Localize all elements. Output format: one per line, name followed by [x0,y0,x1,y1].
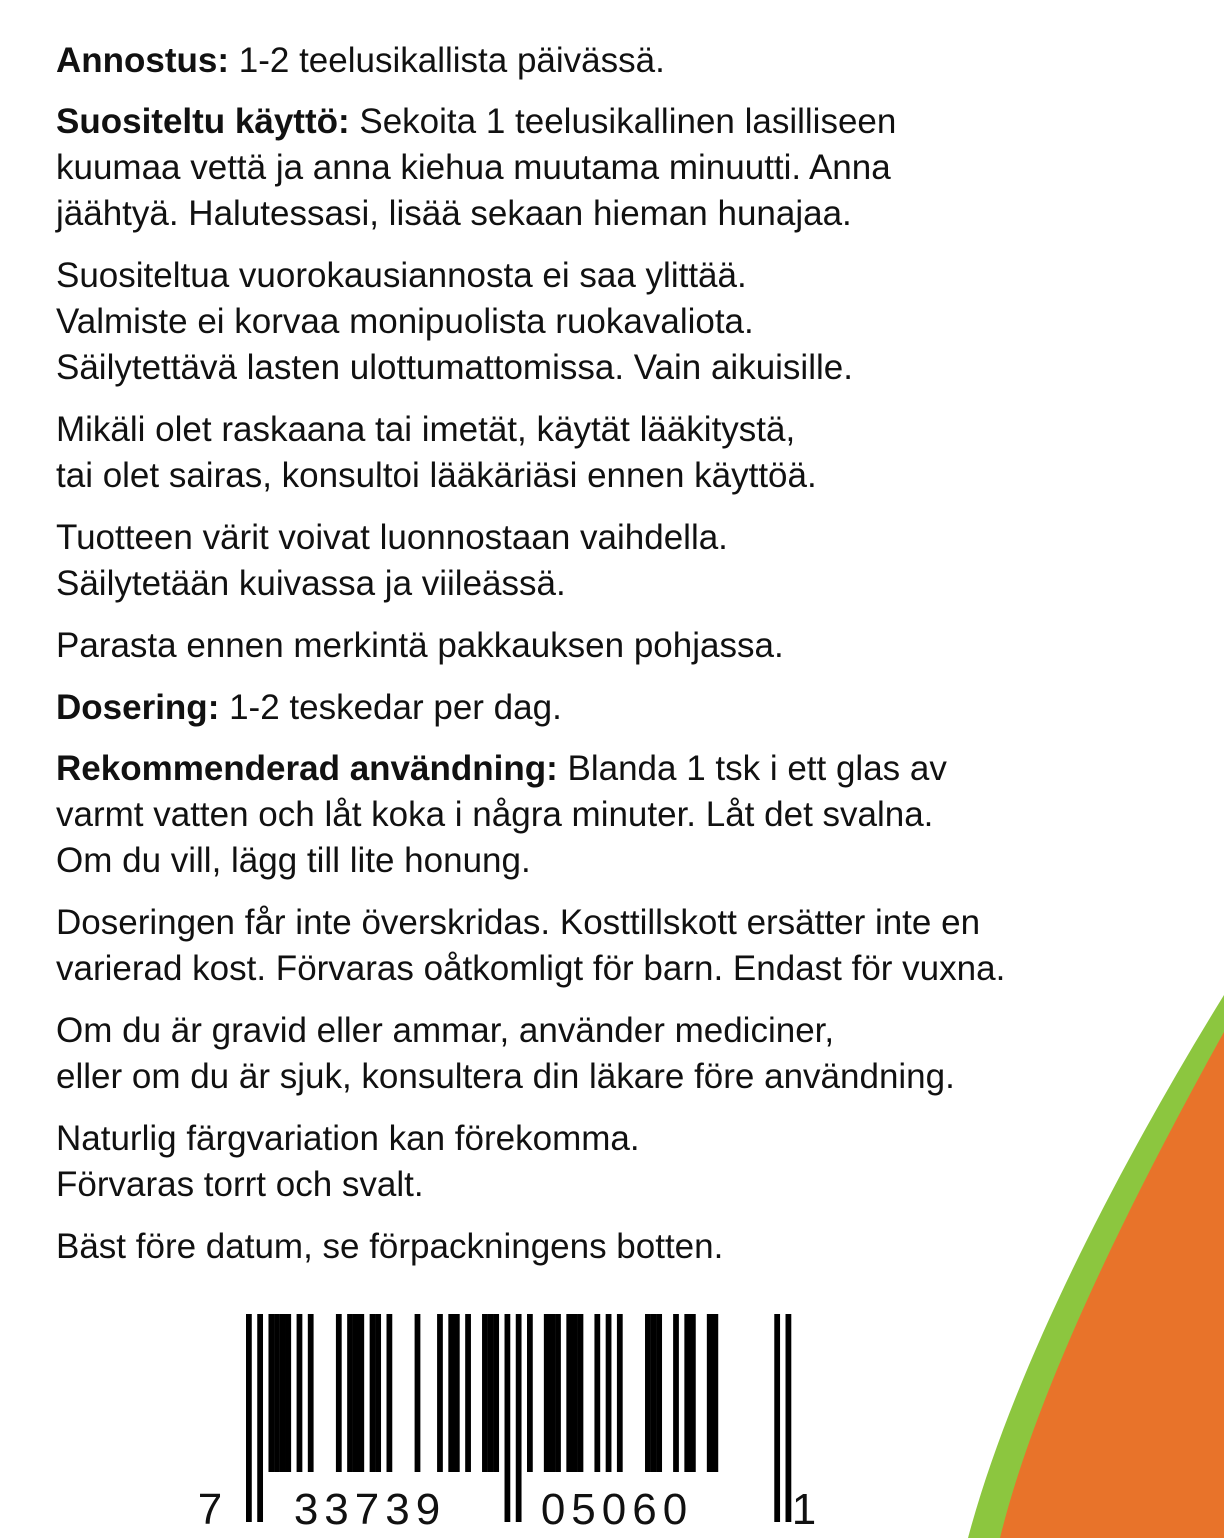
barcode-bar [617,1314,623,1472]
sv-storage-line: Förvaras torrt och svalt. [56,1165,424,1204]
sv-dosage-text: 1-2 teskedar per dag. [219,688,562,727]
barcode-bar [578,1314,584,1472]
fi-usage-label: Suositeltu käyttö: [56,102,350,141]
fi-pregnancy [56,407,1206,499]
sv-dosage-label: Dosering: [56,688,220,727]
barcode-check-digit: 1 [791,1485,817,1532]
barcode-bar [448,1314,454,1472]
barcode-bar [454,1314,460,1472]
fi-usage-line1: Sekoita 1 teelusikallinen lasilliseen [349,102,897,141]
fi-warnings [56,253,1206,391]
fi-usage-line2: kuumaa vettä ja anna kiehua muutama minuutti. Anna [56,148,891,187]
barcode-bar [353,1314,359,1472]
barcode-bar [544,1314,550,1472]
sv-dosage [56,685,1206,731]
barcode-bar [493,1314,499,1472]
fi-pregnancy-line: Mikäli olet raskaana tai imetät, käytät lääkitystä, [56,410,796,449]
barcode-bar [246,1314,252,1522]
barcode-bar [370,1314,376,1472]
sv-pregnancy [56,1008,1206,1100]
barcode [196,1312,826,1532]
barcode-bar [516,1314,522,1522]
barcode-bar [555,1314,561,1472]
barcode-bar [527,1314,533,1472]
barcode-bar [375,1314,381,1472]
fi-usage [56,99,1206,237]
barcode-bar [651,1314,657,1472]
sv-warnings [56,900,1206,992]
barcode-bar [505,1314,511,1522]
barcode-left-group: 33739 [293,1485,447,1532]
sv-usage-line3: Om du vill, lägg till lite honung. [56,841,531,880]
barcode-bar [257,1314,263,1522]
barcode-bar [437,1314,443,1472]
sv-usage-label: Rekommenderad användning: [56,749,558,788]
barcode-bar [336,1314,342,1472]
barcode-bar [673,1314,679,1472]
barcode-bar [285,1314,291,1472]
barcode-bar [786,1314,792,1522]
fi-best-before: Parasta ennen merkintä pakkauksen pohjassa. [56,626,784,665]
fi-storage [56,515,1206,607]
sv-pregnancy-line: eller om du är sjuk, konsultera din läkare före användning. [56,1057,955,1096]
fi-dosage-label: Annostus: [56,41,230,80]
barcode-bar [572,1314,578,1472]
sv-best-before: Bäst före datum, se förpackningens botten. [56,1227,724,1266]
barcode-bar [488,1314,494,1472]
barcode-bar [358,1314,364,1472]
sv-usage-line1: Blanda 1 tsk i ett glas av [557,749,947,788]
fi-dosage-text: 1-2 teelusikallista päivässä. [229,41,665,80]
sv-pregnancy-line: Om du är gravid eller ammar, använder mediciner, [56,1011,835,1050]
barcode-bar [347,1314,353,1472]
barcode-bar [656,1314,662,1472]
barcode-lead-digit: 7 [197,1485,223,1532]
barcode-bar [690,1314,696,1472]
barcode-bar [415,1314,421,1472]
fi-usage-line3: jäähtyä. Halutessasi, lisää sekaan hieman hunajaa. [56,194,852,233]
sv-usage [56,746,1206,884]
barcode-bar [645,1314,651,1472]
product-label-text [56,38,1206,1286]
barcode-graphic [196,1312,826,1532]
sv-usage-line2: varmt vatten och låt koka i några minuter. Låt det svalna. [56,795,934,834]
sv-storage-line: Naturlig färgvariation kan förekomma. [56,1119,640,1158]
barcode-bar [707,1314,713,1472]
barcode-bar [606,1314,612,1472]
barcode-bar [774,1314,780,1522]
barcode-bar [594,1314,600,1472]
sv-warning-line: varierad kost. Förvaras oåtkomligt för barn. Endast för vuxna. [56,949,1006,988]
barcode-bar [566,1314,572,1472]
barcode-bar [274,1314,280,1472]
barcode-bar [482,1314,488,1472]
fi-warning-line: Valmiste ei korvaa monipuolista ruokavaliota. [56,302,754,341]
fi-storage-line: Säilytetään kuivassa ja viileässä. [56,564,566,603]
barcode-right-group: 05060 [540,1485,694,1532]
sv-storage [56,1116,1206,1208]
barcode-bar [684,1314,690,1472]
barcode-bar [280,1314,286,1472]
fi-pregnancy-line: tai olet sairas, konsultoi lääkäriäsi ennen käyttöä. [56,456,817,495]
fi-dosage [56,38,1206,84]
barcode-bar [268,1314,274,1472]
barcode-bar [308,1314,314,1472]
barcode-bar [549,1314,555,1472]
sv-warning-line: Doseringen får inte överskridas. Kosttillskott ersätter inte en [56,903,981,942]
fi-warning-line: Suositeltua vuorokausiannosta ei saa ylittää. [56,256,747,295]
barcode-bar [297,1314,303,1472]
fi-storage-line: Tuotteen värit voivat luonnostaan vaihdella. [56,518,728,557]
barcode-bar [465,1314,471,1472]
fi-warning-line: Säilytettävä lasten ulottumattomissa. Vain aikuisille. [56,348,853,387]
barcode-bar [712,1314,718,1472]
barcode-bar [387,1314,393,1472]
